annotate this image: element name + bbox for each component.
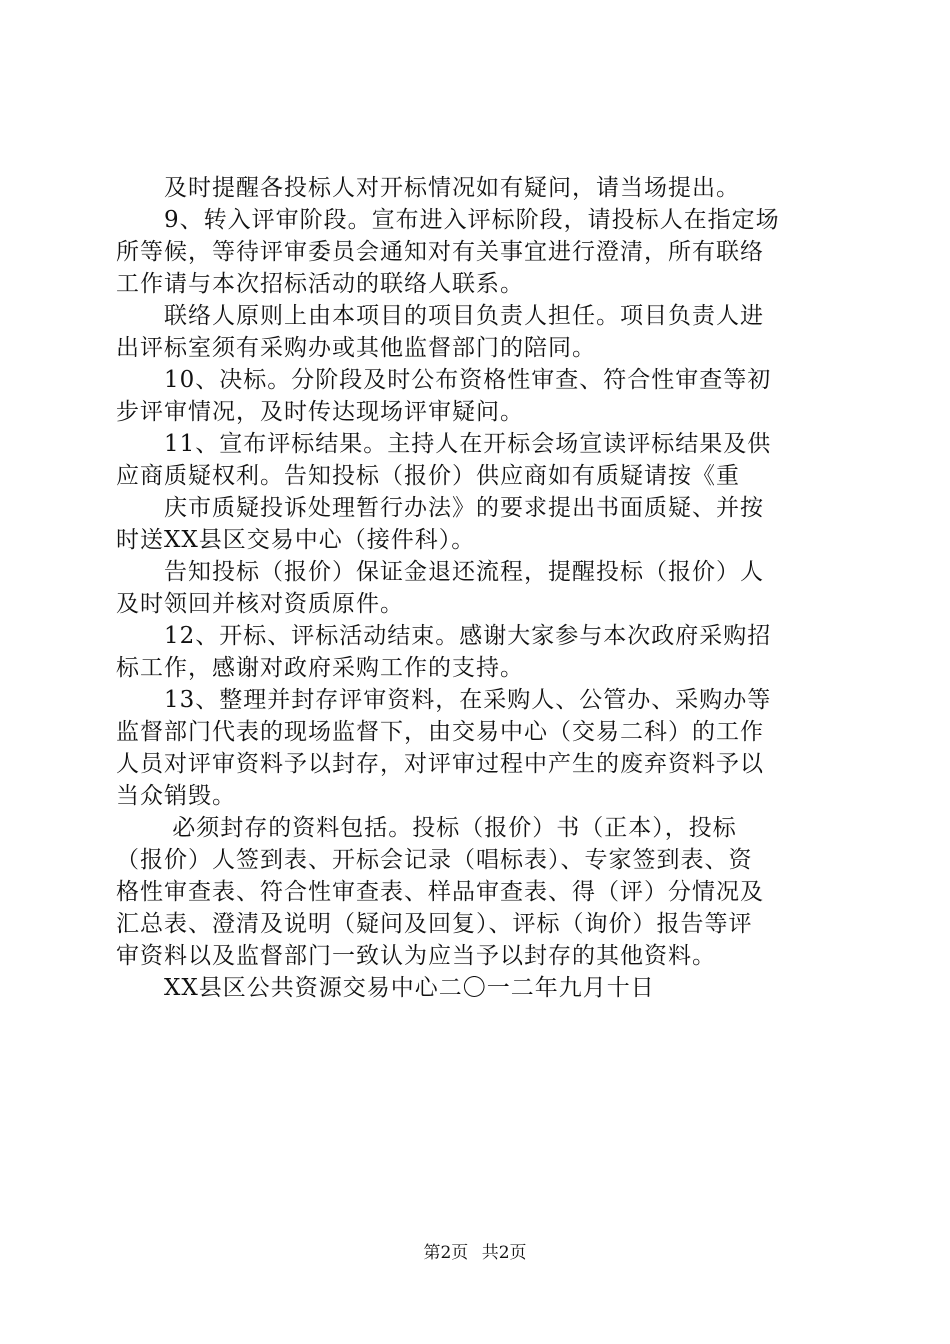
text-line: 13、整理并封存评审资料，在采购人、公管办、采购办等 bbox=[116, 687, 772, 713]
text-line: 汇总表、澄清及说明（疑问及回复）、评标（询价）报告等评 bbox=[116, 911, 753, 937]
text-line: （报价）人签到表、开标会记录（唱标表）、专家签到表、资 bbox=[116, 847, 753, 873]
text-line: 时送XX县区交易中心（接件科）。 bbox=[116, 527, 476, 553]
text-line: 格性审查表、符合性审查表、样品审查表、得（评）分情况及 bbox=[116, 879, 764, 905]
text-line: 监督部门代表的现场监督下，由交易中心（交易二科）的工作 bbox=[116, 719, 764, 745]
text-line: 审资料以及监督部门一致认为应当予以封存的其他资料。 bbox=[116, 943, 716, 969]
text-line: 标工作，感谢对政府采购工作的支持。 bbox=[116, 655, 524, 681]
page-number: 第2页 bbox=[423, 1243, 469, 1263]
text-line: 10、决标。分阶段及时公布资格性审查、符合性审查等初 bbox=[116, 367, 772, 393]
text-line: 人员对评审资料予以封存，对评审过程中产生的废弃资料予以 bbox=[116, 751, 764, 777]
text-line: 及时领回并核对资质原件。 bbox=[116, 591, 404, 617]
text-line: 必须封存的资料包括。投标（报价）书（正本），投标 bbox=[116, 815, 737, 841]
text-line: 步评审情况，及时传达现场评审疑问。 bbox=[116, 399, 524, 425]
text-line: 联络人原则上由本项目的项目负责人担任。项目负责人进 bbox=[116, 303, 764, 329]
text-line: 11、宣布评标结果。主持人在开标会场宣读评标结果及供 bbox=[116, 431, 772, 457]
text-line: 9、转入评审阶段。宣布进入评标阶段，请投标人在指定场 bbox=[116, 207, 780, 233]
page-footer bbox=[0, 1242, 950, 1264]
text-line: 庆市质疑投诉处理暂行办法》的要求提出书面质疑、并按 bbox=[116, 495, 764, 521]
text-line: 所等候，等待评审委员会通知对有关事宜进行澄清，所有联络 bbox=[116, 239, 764, 265]
text-line: 告知投标（报价）保证金退还流程，提醒投标（报价）人 bbox=[116, 559, 764, 585]
signature-line: XX县区公共资源交易中心二〇一二年九月十日 bbox=[116, 975, 655, 1001]
document-body bbox=[116, 172, 836, 1004]
text-line: 及时提醒各投标人对开标情况如有疑问，请当场提出。 bbox=[116, 175, 740, 201]
text-line: 12、开标、评标活动结束。感谢大家参与本次政府采购招 bbox=[116, 623, 772, 649]
text-line: 出评标室须有采购办或其他监督部门的陪同。 bbox=[116, 335, 596, 361]
page-total: 共2页 bbox=[481, 1243, 527, 1263]
text-line: 工作请与本次招标活动的联络人联系。 bbox=[116, 271, 524, 297]
text-line: 应商质疑权利。告知投标（报价）供应商如有质疑请按《重 bbox=[116, 463, 740, 489]
text-line: 当众销毁。 bbox=[116, 783, 236, 809]
